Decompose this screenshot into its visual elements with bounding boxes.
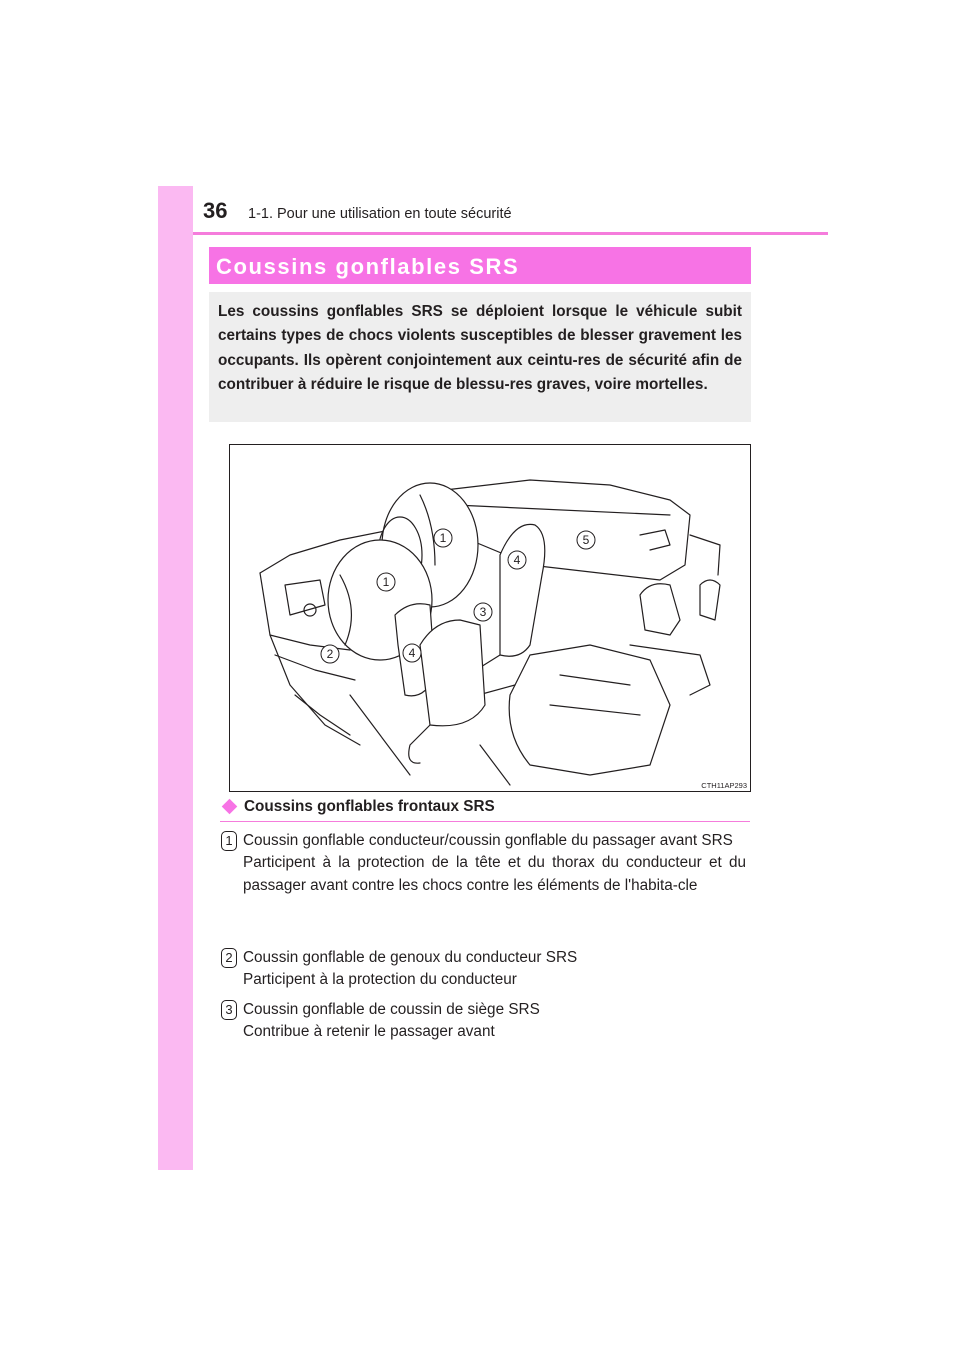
item-description: Contribue à retenir le passager avant	[243, 1023, 495, 1041]
callout-2	[321, 645, 339, 663]
section-title: Coussins gonflables SRS	[216, 254, 520, 279]
list-item-3	[243, 999, 746, 1044]
side-bar	[158, 186, 193, 1170]
callout-5	[577, 531, 595, 549]
item-number-1: 1	[221, 831, 237, 851]
svg-text:4: 4	[513, 553, 521, 567]
svg-text:4: 4	[408, 646, 416, 660]
diamond-bullet-icon	[222, 799, 238, 815]
item-number-2: 2	[221, 948, 237, 968]
item-description: Participent à la protection de la tête et du thorax du conducteur et du passager avant contre les chocs contre les éléments de l'habita-cle	[243, 854, 746, 894]
page-number: 36	[203, 198, 228, 223]
svg-text:1: 1	[439, 531, 447, 545]
callout-1-upper	[434, 529, 452, 547]
subsection-title: Coussins gonflables frontaux SRS	[244, 798, 495, 815]
item-number-3: 3	[221, 1000, 237, 1020]
callout-4-front	[403, 644, 421, 662]
item-name: Coussin gonflable conducteur/coussin gonflable du passager avant SRS	[243, 832, 733, 849]
chapter-title: 1-1. Pour une utilisation en toute sécurité	[248, 206, 512, 222]
subsection-header	[220, 797, 750, 822]
item-description: Participent à la protection du conducteur	[243, 971, 517, 989]
svg-text:1: 1	[382, 575, 390, 589]
svg-text:3: 3	[479, 605, 487, 619]
svg-text:2: 2	[326, 647, 334, 661]
item-name: Coussin gonflable de coussin de siège SRS	[243, 1001, 540, 1018]
list-item-1	[243, 830, 746, 897]
image-code: CTH11AP293	[701, 781, 747, 790]
callout-1-lower	[377, 573, 395, 591]
airbag-illustration	[229, 444, 751, 792]
car-interior-drawing	[230, 445, 750, 791]
intro-text: Les coussins gonflables SRS se déploient lorsque le véhicule subit certains types de chocs violents susceptibles de blesser gravement les occupants. Ils opèrent conjointement aux ceintu-res de sécurité afin de contribuer à réduire le risque de blessu-res graves, voire mortelles.	[218, 303, 742, 394]
svg-text:5: 5	[582, 533, 590, 547]
list-item-2	[243, 947, 746, 992]
item-name: Coussin gonflable de genoux du conducteur SRS	[243, 949, 578, 966]
callout-4-rear	[508, 551, 526, 569]
callout-3	[474, 603, 492, 621]
header-divider	[193, 232, 828, 235]
